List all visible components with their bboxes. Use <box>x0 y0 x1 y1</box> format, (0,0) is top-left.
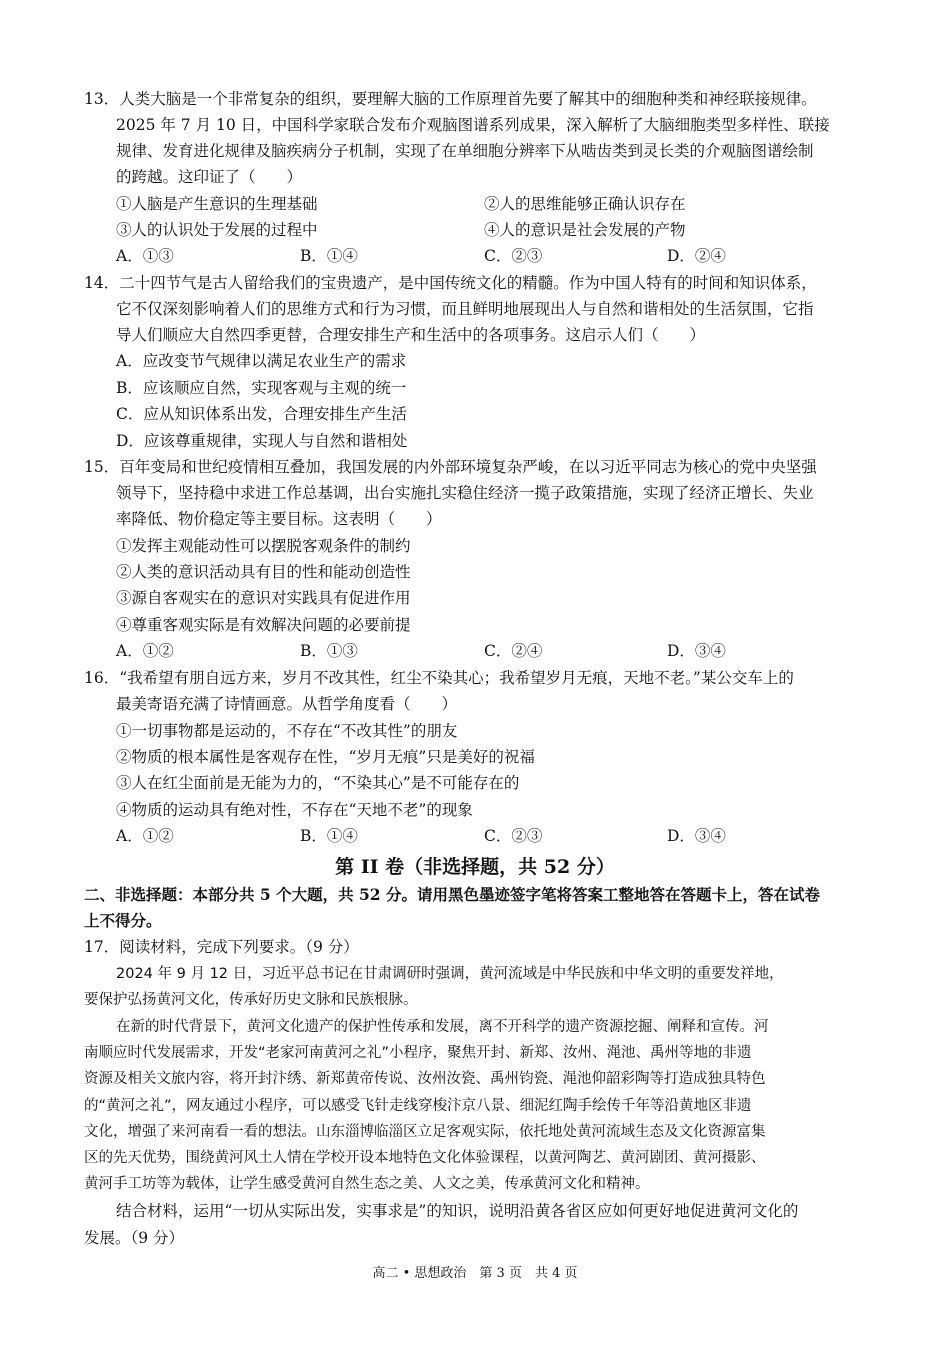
q13-choice-c: C．②③ <box>484 247 543 265</box>
q15-item: ③源自客观实在的意识对实践具有促进作用 <box>116 589 411 607</box>
q13-choice-d: D．②④ <box>667 247 726 265</box>
q15-item: ④尊重客观实际是有效解决问题的必要前提 <box>116 616 411 634</box>
q17-material-line: 黄河手工坊等为载体，让学生感受黄河自然生态之美、人文之美，传承黄河文化和精神。 <box>84 1176 650 1192</box>
q14-choice-b: B．应该顺应自然，实现客观与主观的统一 <box>116 379 407 397</box>
q14-stem-line: 它不仅深刻影响着人们的思维方式和行为习惯，而且鲜明地展现出人与自然和谐相处的生活氛围，它指 <box>116 300 814 318</box>
q15-stem-line: 领导下，坚持稳中求进工作总基调，出台实施扎实稳住经济一揽子政策措施，实现了经济正增长、失业 <box>116 484 814 502</box>
q15-item: ①发挥主观能动性可以摆脱客观条件的制约 <box>116 537 411 555</box>
q17-material-line: 文化，增强了来河南看一看的想法。山东淄博临淄区立足客观实际，依托地处黄河流域生态及文化资源富集 <box>84 1124 766 1140</box>
q14-stem-line: 导人们顺应大自然四季更替，合理安排生产和生活中的各项事务。这启示人们（ ） <box>116 326 706 344</box>
q16-item: ④物质的运动具有绝对性，不存在“天地不老”的现象 <box>116 801 473 819</box>
q17-task: 结合材料，运用“一切从实际出发，实事求是”的知识，说明沿黄各省区应如何更好地促进黄河文化的 <box>116 1202 799 1220</box>
q13-choice-b: B．①④ <box>300 247 358 265</box>
section2-instruction: 二、非选择题：本部分共 5 个大题，共 52 分。请用黑色墨迹签字笔将答案工整地答在答题卡上，答在试卷 <box>84 885 820 904</box>
q17-material-line: 区的先天优势，围绕黄河风土人情在学校开设本地特色文化体验课程，以黄河陶艺、黄河剧团、黄河摄影、 <box>84 1150 766 1166</box>
q14-choice-d: D．应该尊重规律，实现人与自然和谐相处 <box>116 432 408 450</box>
q13-stem-line: 规律、发育进化规律及脑疾病分子机制，实现了在单细胞分辨率下从啮齿类到灵长类的介观脑图谱绘制 <box>116 142 814 160</box>
q13-choice-a: A．①③ <box>116 247 174 265</box>
q16-choice-d: D．③④ <box>667 827 726 845</box>
q14-choice-a: A．应改变节气规律以满足农业生产的需求 <box>116 352 407 370</box>
q15-choice-a: A．①② <box>116 642 174 660</box>
q15-stem-line: 率降低、物价稳定等主要目标。这表明（ ） <box>116 510 442 528</box>
q13-item: ②人的思维能够正确认识存在 <box>484 195 686 213</box>
q13-item: ④人的意识是社会发展的产物 <box>484 221 686 239</box>
page-footer: 高二 • 思想政治 第 3 页 共 4 页 <box>372 1266 578 1281</box>
q15-choice-b: B．①③ <box>300 642 358 660</box>
q17-material-line: 要保护弘扬黄河文化，传承好历史文脉和民族根脉。 <box>84 992 418 1008</box>
q13-stem-line: 的跨越。这印证了（ ） <box>116 168 303 186</box>
q15-item: ②人类的意识活动具有目的性和能动创造性 <box>116 563 411 581</box>
q17-head: 17．阅读材料，完成下列要求。（9 分） <box>84 938 359 956</box>
q15-choice-c: C．②④ <box>484 642 543 660</box>
section2-instruction: 上不得分。 <box>84 911 162 930</box>
q15-stem-line: 15．百年变局和世纪疫情相互叠加，我国发展的内外部环境复杂严峻，在以习近平同志为核心的党中央坚强 <box>84 458 817 476</box>
q13-stem-line: 2025 年 7 月 10 日，中国科学家联合发布介观脑图谱系列成果，深入解析了大脑细胞类型多样性、联接 <box>116 116 830 134</box>
q16-choice-b: B．①④ <box>300 827 358 845</box>
q13-item: ③人的认识处于发展的过程中 <box>116 221 318 239</box>
q14-choice-c: C．应从知识体系出发，合理安排生产生活 <box>116 405 407 423</box>
q13-stem-line: 13．人类大脑是一个非常复杂的组织，要理解大脑的工作原理首先要了解其中的细胞种类和神经联接规律。 <box>84 90 817 108</box>
section2-title: 第 II 卷（非选择题，共 52 分） <box>335 856 615 878</box>
q16-choice-a: A．①② <box>116 827 174 845</box>
q17-material-line: 在新的时代背景下，黄河文化遗产的保护性传承和发展，离不开科学的遗产资源挖掘、阐释和宣传。河 <box>116 1019 769 1035</box>
q16-item: ③人在红尘面前是无能为力的，“不染其心”是不可能存在的 <box>116 774 520 792</box>
q14-stem-line: 14．二十四节气是古人留给我们的宝贵遗产，是中国传统文化的精髓。作为中国人特有的时间和知识体系， <box>84 274 817 292</box>
q17-task: 发展。（9 分） <box>84 1229 185 1247</box>
q16-stem-line: 最美寄语充满了诗情画意。从哲学角度看（ ） <box>116 695 458 713</box>
q16-stem-line: 16．“我希望有朋自远方来，岁月不改其性，红尘不染其心；我希望岁月无痕，天地不老。”某公交车上的 <box>84 669 794 687</box>
q16-item: ②物质的根本属性是客观存在性，“岁月无痕”只是美好的祝福 <box>116 748 535 766</box>
q17-material-line: 南顺应时代发展需求，开发“老家河南黄河之礼”小程序，聚焦开封、新郑、汝州、渑池、禹州等地的非遗 <box>84 1045 752 1061</box>
q16-choice-c: C．②③ <box>484 827 543 845</box>
q17-material-line: 2024 年 9 月 12 日，习近平总书记在甘肃调研时强调，黄河流域是中华民族和中华文明的重要发祥地， <box>116 966 784 982</box>
q13-item: ①人脑是产生意识的生理基础 <box>116 195 318 213</box>
q17-material-line: 的“黄河之礼”，网友通过小程序，可以感受飞针走线穿梭汴京八景、细泥红陶手绘传千年等沿黄地区非遗 <box>84 1098 752 1114</box>
q16-item: ①一切事物都是运动的，不存在“不改其性”的朋友 <box>116 722 458 740</box>
q15-choice-d: D．③④ <box>667 642 726 660</box>
q17-material-line: 资源及相关文旅内容，将开封汴绣、新郑黄帝传说、汝州汝瓷、禹州钧瓷、渑池仰韶彩陶等打造成独具特色 <box>84 1071 766 1087</box>
